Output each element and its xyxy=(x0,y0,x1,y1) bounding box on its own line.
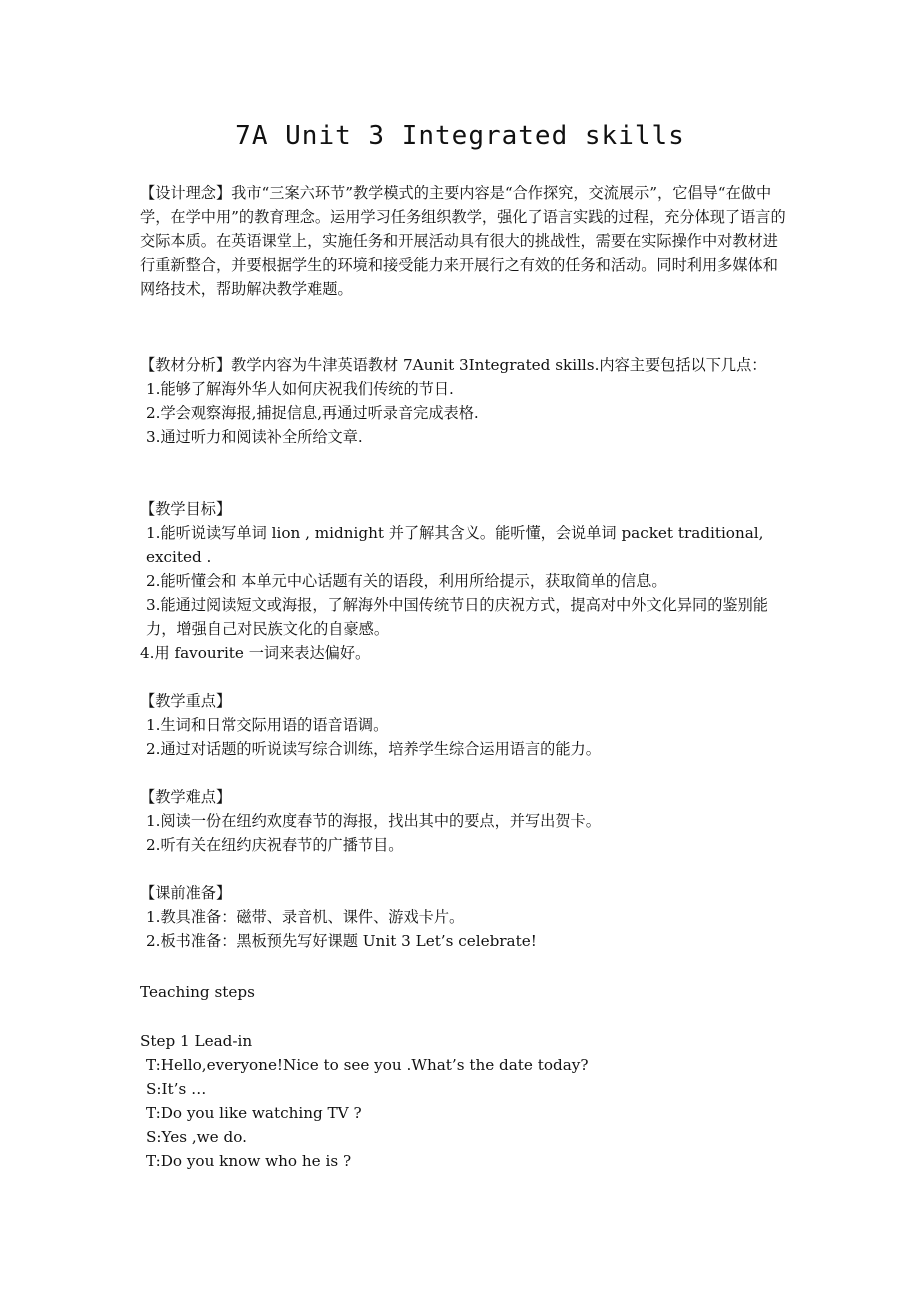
material-analysis-label: 【教材分析】 xyxy=(140,356,232,374)
list-item: 2.通过对话题的听说读写综合训练，培养学生综合运用语言的能力。 xyxy=(146,740,601,758)
teaching-steps-heading: Teaching steps xyxy=(140,983,255,1001)
list-item: 1.教具准备：磁带、录音机、课件、游戏卡片。 xyxy=(146,908,465,926)
list-item: 2.能听懂会和 本单元中心话题有关的语段，利用所给提示，获取简单的信息。 xyxy=(146,572,667,590)
material-analysis-paragraph xyxy=(140,353,790,377)
list-item: 4.用 favourite 一词来表达偏好。 xyxy=(140,644,371,662)
difficulties-heading: 【教学难点】 xyxy=(140,788,232,806)
list-item: 3.能通过阅读短文或海报，了解海外中国传统节日的庆祝方式，提高对中外文化异同的鉴别能力，增强自己对民族文化的自豪感。 xyxy=(146,596,768,638)
material-analysis-section xyxy=(140,353,790,449)
list-item: 1.生词和日常交际用语的语音语调。 xyxy=(146,716,389,734)
dialogue-line: T:Do you like watching TV ? xyxy=(146,1104,362,1122)
teaching-steps-section xyxy=(140,980,790,1004)
dialogue-line: S:It’s … xyxy=(146,1080,207,1098)
dialogue-line: T:Hello,everyone!Nice to see you .What’s the date today? xyxy=(146,1056,589,1074)
key-points-section xyxy=(140,689,790,761)
page-title: 7A Unit 3 Integrated skills xyxy=(235,121,685,151)
design-concept-label: 【设计理念】 xyxy=(140,184,232,202)
design-concept-text: 我市“三案六环节”教学模式的主要内容是“合作探究，交流展示”，它倡导“在做中学，在学中用”的教育理念。运用学习任务组织教学，强化了语言实践的过程，充分体现了语言的交际本质。在英语课堂上，实施任务和开展活动具有很大的挑战性，需要在实际操作中对教材进行重新整合，并要根据学生的环境和接受能力来开展行之有效的任务和活动。同时利用多媒体和网络技术，帮助解决教学难题。 xyxy=(140,184,786,298)
design-concept-paragraph xyxy=(140,181,790,301)
list-item: 2.学会观察海报,捕捉信息,再通过听录音完成表格. xyxy=(146,404,479,422)
step1-section xyxy=(140,1029,790,1173)
design-concept-section xyxy=(140,181,790,301)
difficulties-section xyxy=(140,785,790,857)
preparation-heading: 【课前准备】 xyxy=(140,884,232,902)
step1-heading: Step 1 Lead-in xyxy=(140,1032,253,1050)
material-analysis-text: 教学内容为牛津英语教材 7Aunit 3Integrated skills.内容主要包括以下几点： xyxy=(231,356,767,374)
preparation-section xyxy=(140,881,790,953)
dialogue-line: S:Yes ,we do. xyxy=(146,1128,247,1146)
dialogue-line: T:Do you know who he is ? xyxy=(146,1152,352,1170)
list-item: 1.能听说读写单词 lion , midnight 并了解其含义。能听懂，会说单词 packet traditional, excited . xyxy=(146,524,769,566)
list-item: 2.听有关在纽约庆祝春节的广播节目。 xyxy=(146,836,404,854)
objectives-section xyxy=(140,497,790,665)
objectives-heading: 【教学目标】 xyxy=(140,500,232,518)
list-item: 2.板书准备：黑板预先写好课题 Unit 3 Let’s celebrate! xyxy=(146,932,537,950)
key-points-heading: 【教学重点】 xyxy=(140,692,232,710)
list-item: 1.阅读一份在纽约欢度春节的海报，找出其中的要点，并写出贺卡。 xyxy=(146,812,601,830)
list-item: 1.能够了解海外华人如何庆祝我们传统的节日. xyxy=(146,380,454,398)
list-item: 3.通过听力和阅读补全所给文章. xyxy=(146,428,363,446)
